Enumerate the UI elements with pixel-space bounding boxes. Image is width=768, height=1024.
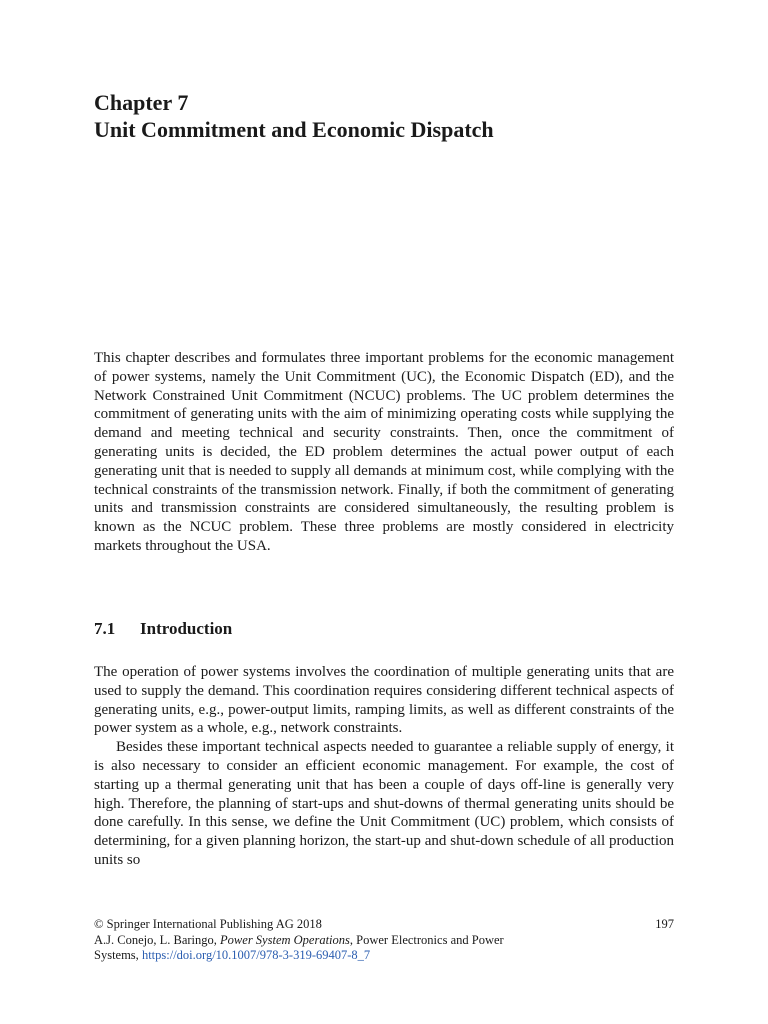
chapter-label: Chapter 7 (94, 90, 189, 115)
body-paragraph: The operation of power systems involves the coordination of multiple generating units that are used to supply the demand. This coordination requires considering different technical aspects of generating units, e.g., power-output limits, ramping limits, as well as different constraints of the power system as a whole, e.g., network constraints. (94, 664, 674, 737)
section-heading (94, 618, 232, 640)
chapter-title: Unit Commitment and Economic Dispatch (94, 117, 494, 142)
section-title: Introduction (140, 619, 233, 638)
abstract-paragraph: This chapter describes and formulates three important problems for the economic management of power systems, namely the Unit Commitment (UC), the Economic Dispatch (ED), and the Network Constrained Unit Commitment (NCUC) problems. The UC problem determines the commitment of generating units with the aim of minimizing operating costs while supplying the demand and meeting technical and security constraints. Then, once the commitment of generating units is decided, the ED problem determines the actual power output of each generating unit that is needed to supply all demands at minimum cost, while complying with the technical constraints of the transmission network. Finally, if both the commitment of generating units and transmission constraints are considered simultaneously, the resulting problem is known as the NCUC problem. These three problems are mostly considered in electricity markets throughout the USA. (94, 350, 674, 554)
chapter-abstract (94, 349, 674, 556)
citation-series: , Power Electronics and Power (349, 932, 504, 947)
page-footer (94, 917, 674, 964)
page-number: 197 (655, 917, 674, 931)
citation-series-cont: Systems, (94, 948, 142, 962)
footer-doi-line (94, 948, 674, 964)
doi-link[interactable]: https://doi.org/10.1007/978-3-319-69407-8_7 (141, 948, 371, 962)
section-number: 7.1 (94, 619, 116, 638)
footer-copyright-line (94, 917, 674, 933)
citation-authors: A.J. Conejo, L. Baringo, (94, 932, 221, 947)
citation-book-title: Power System Operations (220, 932, 350, 947)
copyright-notice: © Springer International Publishing AG 2018 (94, 917, 322, 931)
body-paragraph: Besides these important technical aspects needed to guarantee a reliable supply of energy, it is also necessary to consider an efficient economic management. For example, the cost of starting up a thermal generating unit that has been a couple of days off-line is generally very high. Therefore, the planning of start-ups and shut-downs of thermal generating units should be done carefully. In this sense, we define the Unit Commitment (UC) problem, which consists of determining, for a given planning horizon, the start-up and shut-down schedule of all production units so (94, 739, 674, 868)
section-body (94, 663, 674, 870)
footer-citation-line (94, 933, 674, 949)
